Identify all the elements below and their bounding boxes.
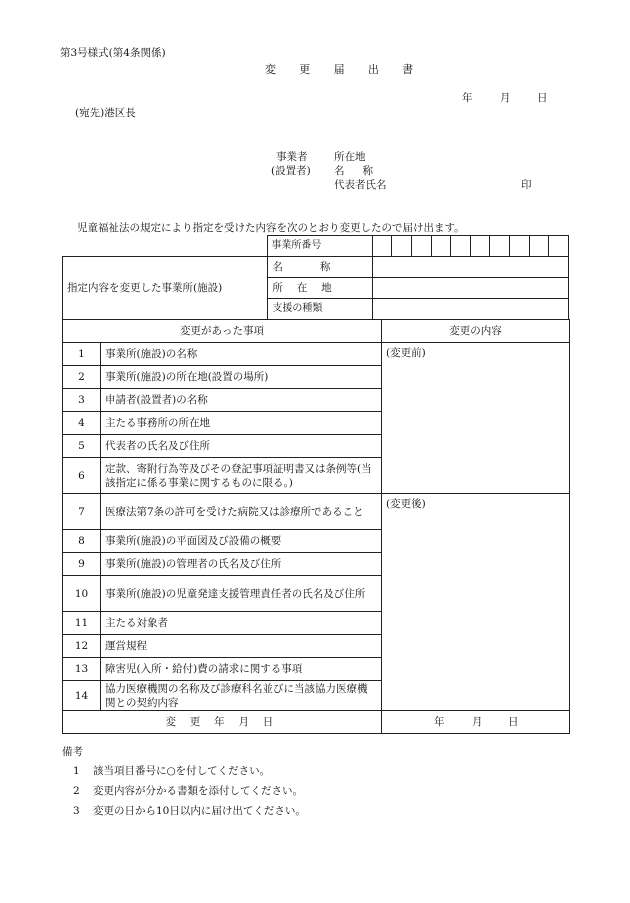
item-text: 代表者の氏名及び住所 <box>101 435 382 458</box>
item-text: 事業所(施設)の管理者の氏名及び住所 <box>101 553 382 576</box>
change-after-field[interactable] <box>382 494 570 711</box>
facility-number-label: 事業所番号 <box>268 236 372 257</box>
item-number[interactable]: 3 <box>63 389 101 412</box>
item-text: 障害児(入所・給付)費の請求に関する事項 <box>101 658 382 681</box>
item-text: 主たる事務所の所在地 <box>101 412 382 435</box>
change-date-field[interactable] <box>382 711 570 734</box>
facility-support-label: 支援の種類 <box>268 299 372 320</box>
applicant-rep-label: 代表者氏名 <box>334 179 387 191</box>
facility-table <box>62 235 569 320</box>
item-number[interactable]: 13 <box>63 658 101 681</box>
facility-name-label: 名 称 <box>268 257 372 278</box>
facility-group-label <box>63 257 268 320</box>
facility-number-box[interactable] <box>470 236 490 257</box>
facility-number-box[interactable] <box>529 236 549 257</box>
date-month: 月 <box>500 92 511 104</box>
change-before-label: (変更前) <box>386 347 426 359</box>
applicant-address-label: 所在地 <box>334 151 366 163</box>
facility-number-box[interactable] <box>549 236 569 257</box>
addressee: (宛先)港区長 <box>75 107 136 119</box>
change-date-year: 年 <box>434 716 445 728</box>
changes-table <box>62 319 570 734</box>
change-date-day: 日 <box>508 716 519 728</box>
date-year: 年 <box>462 92 473 104</box>
table-row[interactable] <box>63 343 570 366</box>
facility-number-box[interactable] <box>451 236 471 257</box>
note-text: 変更内容が分かる書類を添付してください。 <box>93 785 303 797</box>
applicant-name-label: 名 称 <box>334 165 381 177</box>
change-before-field[interactable] <box>382 343 570 494</box>
facility-number-box[interactable] <box>490 236 510 257</box>
seal-mark: 印 <box>521 179 532 191</box>
items-header: 変更があった事項 <box>63 320 382 343</box>
facility-number-box[interactable] <box>411 236 431 257</box>
change-date-label: 変 更 年 月 日 <box>63 711 382 734</box>
note-number: 1 <box>73 765 80 777</box>
item-number[interactable]: 11 <box>63 612 101 635</box>
item-text: 事業所(施設)の児童発達支援管理責任者の氏名及び住所 <box>101 576 382 612</box>
item-number[interactable]: 2 <box>63 366 101 389</box>
note-number: 2 <box>73 785 80 797</box>
item-number[interactable]: 7 <box>63 494 101 530</box>
applicant-label: 事業者 <box>276 151 308 163</box>
item-number[interactable]: 1 <box>63 343 101 366</box>
item-number[interactable]: 14 <box>63 681 101 711</box>
item-text: 運営規程 <box>101 635 382 658</box>
content-header: 変更の内容 <box>382 320 570 343</box>
note-text: 該当項目番号に○を付してください。 <box>93 765 271 777</box>
item-text: 申請者(設置者)の名称 <box>101 389 382 412</box>
item-number[interactable]: 8 <box>63 530 101 553</box>
facility-address-label: 所 在 地 <box>268 278 372 299</box>
change-after-label: (変更後) <box>386 498 426 510</box>
page-title: 変 更 届 出 書 <box>265 63 424 76</box>
facility-group-label-text: 指定内容を変更した事業所(施設) <box>67 282 223 294</box>
item-number[interactable]: 4 <box>63 412 101 435</box>
item-number[interactable]: 6 <box>63 458 101 494</box>
change-date-month: 月 <box>472 716 483 728</box>
item-text: 協力医療機関の名称及び診療科名並びに当該協力医療機関との契約内容 <box>101 681 382 711</box>
intro-text: 児童福祉法の規定により指定を受けた内容を次のとおり変更したので届け出ます。 <box>77 222 465 234</box>
applicant-label-sub: (設置者) <box>271 165 311 177</box>
table-row[interactable] <box>63 494 570 530</box>
facility-support-field[interactable] <box>372 299 568 320</box>
item-text: 事業所(施設)の平面図及び設備の概要 <box>101 530 382 553</box>
form-number: 第3号様式(第4条関係) <box>60 47 166 59</box>
notes-heading: 備考 <box>62 746 83 758</box>
item-text: 定款、寄附行為等及びその登記事項証明書又は条例等(当該指定に係る事業に関するものに限る。) <box>101 458 382 494</box>
note-text: 変更の日から10日以内に届け出てください。 <box>93 805 306 817</box>
facility-number-box[interactable] <box>431 236 451 257</box>
item-number[interactable]: 9 <box>63 553 101 576</box>
item-number[interactable]: 12 <box>63 635 101 658</box>
facility-number-box[interactable] <box>372 236 392 257</box>
facility-number-box[interactable] <box>510 236 530 257</box>
item-text: 医療法第7条の許可を受けた病院又は診療所であること <box>101 494 382 530</box>
item-text: 事業所(施設)の所在地(設置の場所) <box>101 366 382 389</box>
item-number[interactable]: 5 <box>63 435 101 458</box>
item-number[interactable]: 10 <box>63 576 101 612</box>
facility-address-field[interactable] <box>372 278 568 299</box>
facility-name-field[interactable] <box>372 257 568 278</box>
item-text: 事業所(施設)の名称 <box>101 343 382 366</box>
note-number: 3 <box>73 805 80 817</box>
date-day: 日 <box>537 92 548 104</box>
facility-number-box[interactable] <box>392 236 412 257</box>
item-text: 主たる対象者 <box>101 612 382 635</box>
